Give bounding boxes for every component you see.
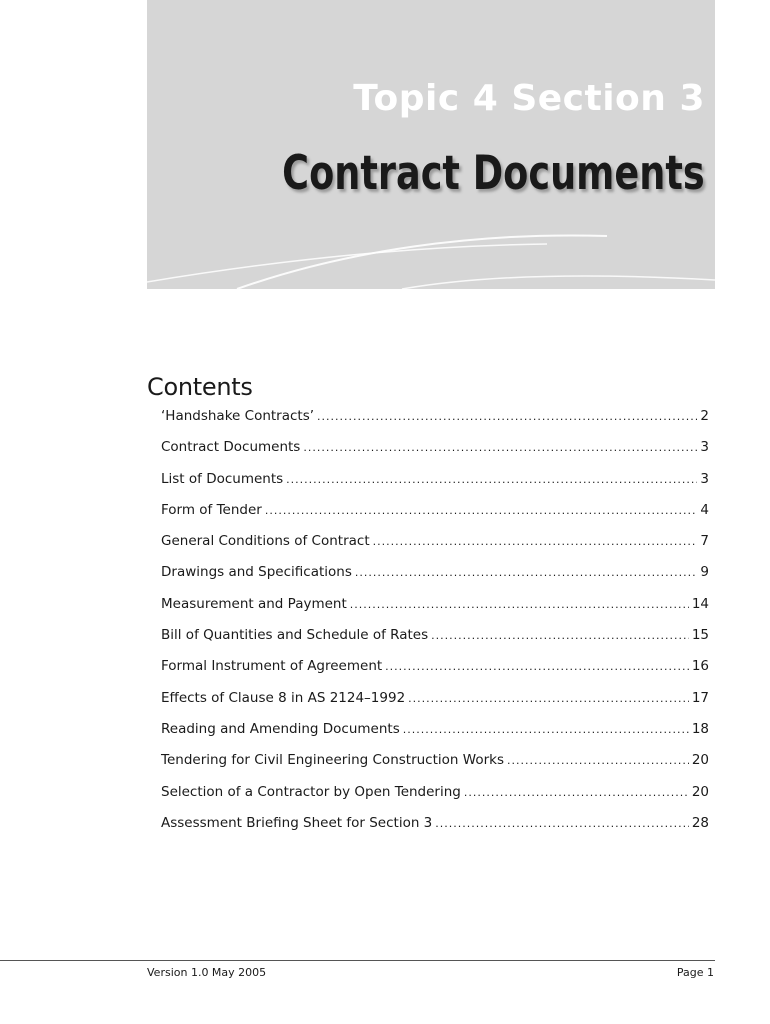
toc-entry-page: 18 — [691, 720, 709, 737]
toc-entry-page: 4 — [700, 501, 709, 518]
toc-leader-dots — [385, 660, 689, 673]
toc-entry-page: 17 — [691, 689, 709, 706]
toc-entry[interactable] — [161, 752, 709, 783]
toc-leader-dots — [431, 629, 689, 642]
footer-page-number: Page 1 — [676, 966, 714, 979]
toc-entry-page: 3 — [700, 470, 709, 487]
title-banner — [147, 0, 715, 289]
toc-entry-label: Tendering for Civil Engineering Construction Works — [161, 752, 504, 769]
contents-heading: Contents — [147, 373, 253, 401]
toc-entry[interactable] — [161, 471, 709, 502]
toc-entry[interactable] — [161, 784, 709, 815]
toc-entry-label: Selection of a Contractor by Open Tendering — [161, 783, 461, 800]
toc-entry-label: List of Documents — [161, 470, 284, 487]
toc-leader-dots — [435, 817, 689, 830]
toc-entry-page: 7 — [700, 533, 709, 550]
toc-entry[interactable] — [161, 564, 709, 595]
toc-entry-page: 20 — [691, 752, 709, 769]
toc-entry-page: 28 — [691, 814, 709, 831]
toc-entry-page: 15 — [691, 627, 709, 644]
toc-leader-dots — [408, 692, 689, 705]
toc-leader-dots — [265, 504, 698, 517]
toc-entry-page: 16 — [691, 658, 709, 675]
toc-leader-dots — [373, 535, 698, 548]
toc-entry[interactable] — [161, 439, 709, 470]
toc-leader-dots — [303, 441, 697, 454]
toc-entry-label: Drawings and Specifications — [161, 564, 352, 581]
toc-entry-page: 14 — [691, 595, 709, 612]
toc-leader-dots — [403, 723, 689, 736]
toc-entry-label: Contract Documents — [161, 439, 301, 456]
toc-entry-label: ‘Handshake Contracts’ — [161, 408, 315, 424]
toc-entry-page: 20 — [691, 783, 709, 800]
toc-entry-label: Measurement and Payment — [161, 595, 347, 612]
toc-entry[interactable] — [161, 596, 709, 627]
toc-leader-dots — [507, 754, 689, 767]
document-title: Contract Documents — [282, 146, 705, 201]
toc-entry-page: 9 — [700, 564, 709, 581]
toc-entry-page: 2 — [700, 408, 709, 424]
toc-entry-label: Form of Tender — [161, 501, 262, 518]
toc-entry-label: Reading and Amending Documents — [161, 720, 400, 737]
table-of-contents — [161, 408, 709, 846]
toc-entry[interactable] — [161, 408, 709, 439]
toc-entry-label: Formal Instrument of Agreement — [161, 658, 383, 675]
footer-version: Version 1.0 May 2005 — [147, 966, 267, 979]
decorative-arcs — [147, 0, 715, 289]
toc-entry[interactable] — [161, 627, 709, 658]
toc-entry[interactable] — [161, 502, 709, 533]
toc-leader-dots — [317, 410, 697, 423]
footer-divider — [0, 960, 715, 961]
toc-entry[interactable] — [161, 815, 709, 846]
toc-entry-label: Effects of Clause 8 in AS 2124–1992 — [161, 689, 406, 706]
toc-entry-page: 3 — [700, 439, 709, 456]
toc-leader-dots — [286, 473, 697, 486]
toc-entry-label: Assessment Briefing Sheet for Section 3 — [161, 814, 433, 831]
toc-leader-dots — [355, 566, 698, 579]
topic-heading: Topic 4 Section 3 — [353, 78, 705, 119]
toc-entry[interactable] — [161, 658, 709, 689]
toc-entry[interactable] — [161, 721, 709, 752]
toc-entry-label: Bill of Quantities and Schedule of Rates — [161, 627, 429, 644]
toc-leader-dots — [350, 598, 689, 611]
toc-entry[interactable] — [161, 690, 709, 721]
toc-leader-dots — [464, 786, 689, 799]
toc-entry-label: General Conditions of Contract — [161, 533, 370, 550]
toc-entry[interactable] — [161, 533, 709, 564]
